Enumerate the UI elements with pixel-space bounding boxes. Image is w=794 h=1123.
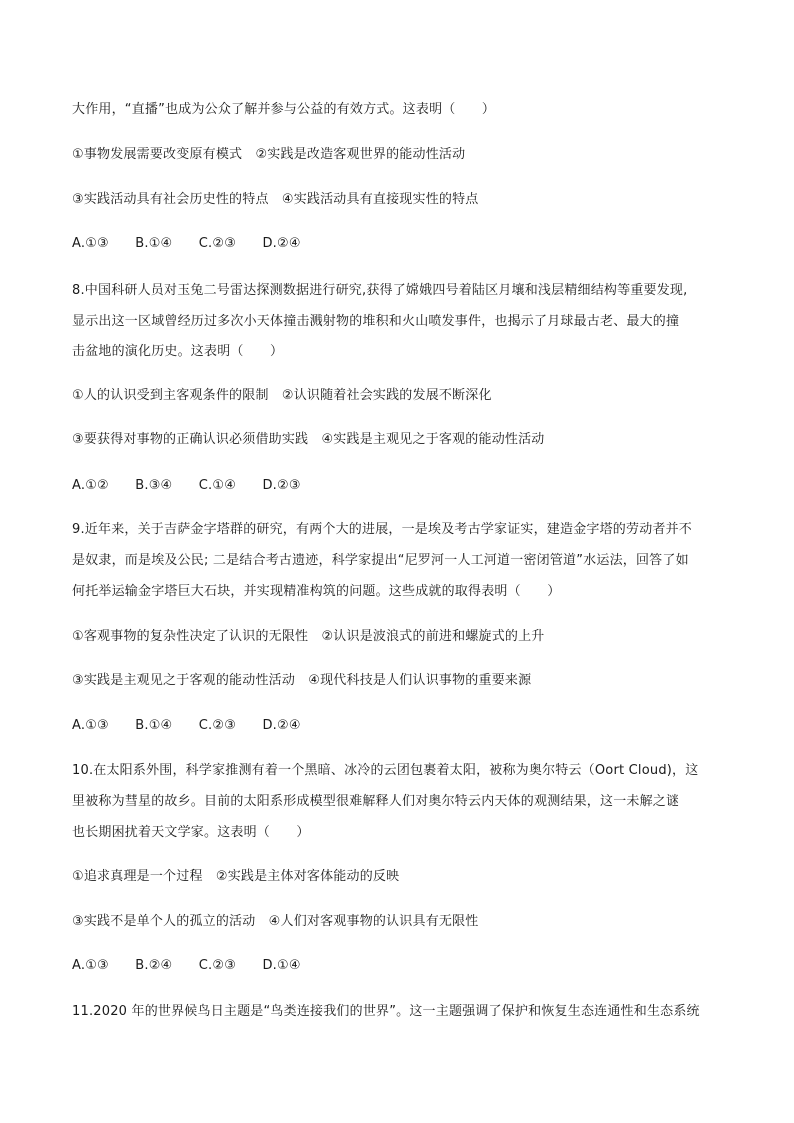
q9-option-b: B.①④ [135,718,173,733]
q10-stem-line-1: 10.在太阳系外围，科学家推测有着一个黑暗、冰冷的云团包裹着太阳，被称为奥尔特云（Oort Cloud)，这 [72,763,699,778]
q8-option-a: A.①② [72,478,109,493]
q7-option-a: A.①③ [72,236,109,251]
q8-option-d: D.②③ [262,478,301,493]
q11-stem-line-1: 11.2020 年的世界候鸟日主题是“鸟类连接我们的世界”。这一主题强调了保护和恢复生态连通性和生态系统 [72,1004,700,1019]
q7-option-c: C.②③ [198,236,237,251]
q9-option-c: C.②③ [198,718,237,733]
q10-options [72,956,728,976]
q10-option-a: A.①③ [72,958,109,973]
q9-stem-line-2: 是奴隶，而是埃及公民; 二是结合考古遗迹，科学家提出“尼罗河一人工河道一密闭管道”水运法，回答了如 [72,553,689,568]
q7-stem-line: 大作用，“直播”也成为公众了解并参与公益的有效方式。这表明（ ） [72,102,496,117]
q10-option-c: C.②③ [198,958,237,973]
q10-stem-line-2: 里被称为彗星的故乡。目前的太阳系形成模型很难解释人们对奥尔特云内天体的观测结果，这一未解之谜 [72,794,680,809]
q8-statement-1: ①人的认识受到主客观条件的限制 ②认识随着社会实践的发展不断深化 [72,388,492,403]
q8-stem-line-3: 击盆地的演化历史。这表明（ ） [72,344,284,359]
q8-option-b: B.③④ [135,478,173,493]
q9-option-d: D.②④ [262,718,301,733]
q8-statement-2: ③要获得对事物的正确认识必须借助实践 ④实践是主观见之于客观的能动性活动 [72,432,545,447]
q9-statement-1: ①客观事物的复杂性决定了认识的无限性 ②认识是波浪式的前进和螺旋式的上升 [72,629,545,644]
q8-options [72,476,728,496]
q8-stem-line-1: 8.中国科研人员对玉兔二号雷达探测数据进行研究,获得了嫦娥四号着陆区月壤和浅层精细结构等重要发现, [72,283,688,298]
q10-statement-1: ①追求真理是一个过程 ②实践是主体对客体能动的反映 [72,869,400,884]
q9-statement-2: ③实践是主观见之于客观的能动性活动 ④现代科技是人们认识事物的重要来源 [72,673,532,688]
q9-stem-line-3: 何托举运输金字塔巨大石块，并实现精准构筑的问题。这些成就的取得表明（ ） [72,584,561,599]
q10-statement-2: ③实践不是单个人的孤立的活动 ④人们对客观事物的认识具有无限性 [72,914,479,929]
q9-option-a: A.①③ [72,718,109,733]
q7-statement-1: ①事物发展需要改变原有模式 ②实践是改造客观世界的能动性活动 [72,147,466,162]
q8-option-c: C.①④ [198,478,237,493]
q7-option-d: D.②④ [262,236,301,251]
q7-options [72,234,728,254]
q10-option-b: B.②④ [135,958,173,973]
q7-statement-2: ③实践活动具有社会历史性的特点 ④实践活动具有直接现实性的特点 [72,192,479,207]
q7-option-b: B.①④ [135,236,173,251]
q10-stem-line-3: 也长期困扰着天文学家。这表明（ ） [72,825,310,840]
q9-stem-line-1: 9.近年来，关于吉萨金字塔群的研究，有两个大的进展，一是埃及考古学家证实，建造金字塔的劳动者并不 [72,522,693,537]
q9-options [72,716,728,736]
q10-option-d: D.①④ [262,958,301,973]
q8-stem-line-2: 显示出这一区域曾经历过多次小天体撞击溅射物的堆积和火山喷发事件，也揭示了月球最古老、最大的撞 [72,314,680,329]
